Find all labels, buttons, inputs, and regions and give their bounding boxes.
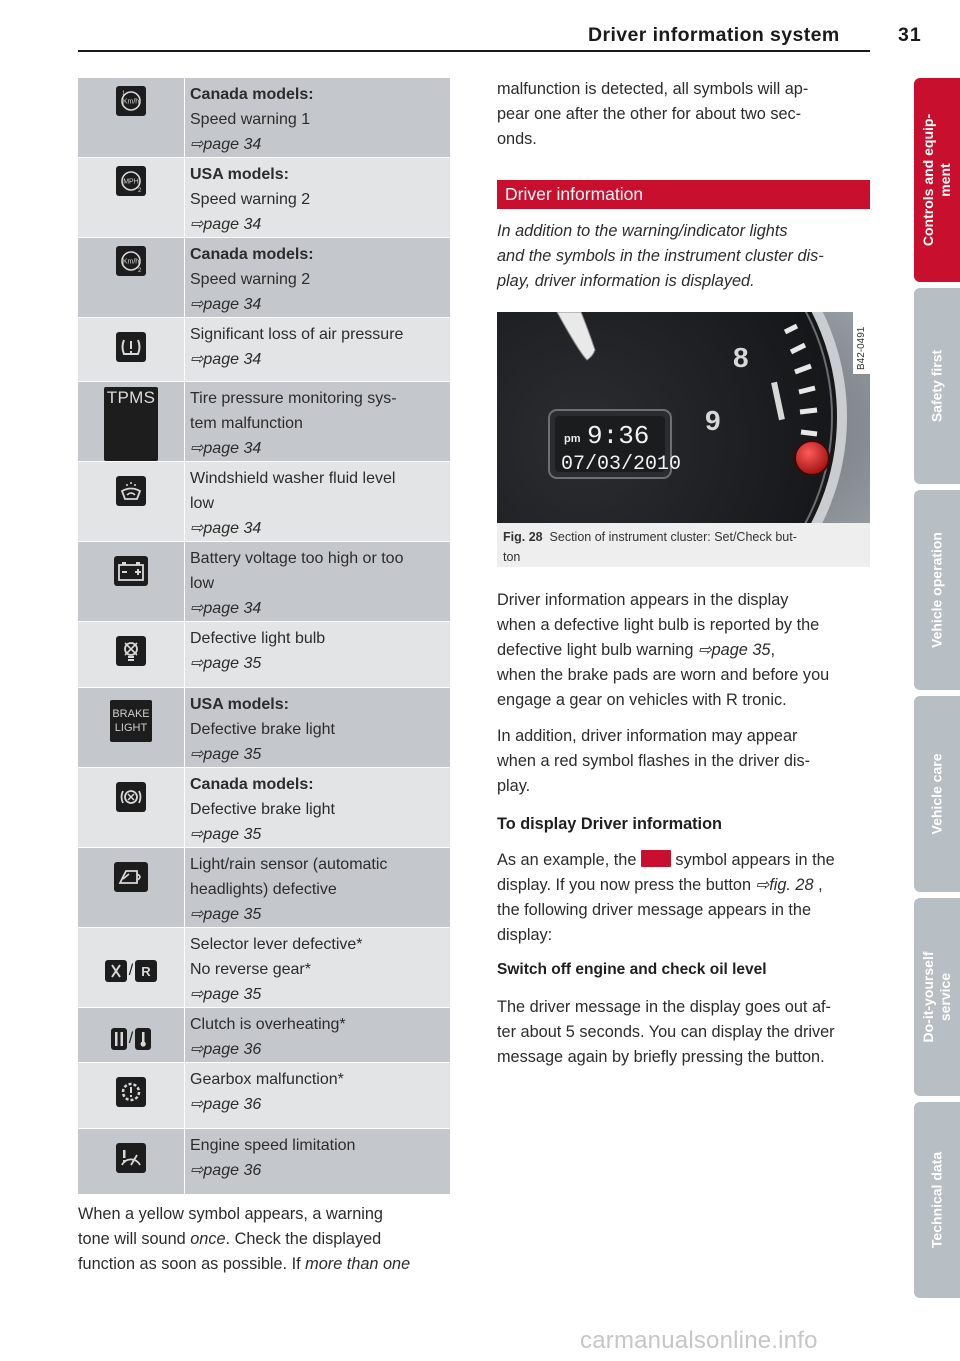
page-ref-link[interactable]: ⇨page 35 (697, 641, 771, 659)
svg-text:2: 2 (138, 268, 142, 273)
svg-text:R: R (141, 963, 151, 979)
table-row (78, 1063, 450, 1129)
page-ref-link[interactable]: ⇨page 36 (190, 1096, 262, 1113)
brake-light-canada-icon (116, 782, 146, 812)
row-text: low (190, 495, 215, 512)
speed-warning-kmh-1-icon (116, 86, 146, 116)
table-row (78, 238, 450, 318)
brake-light-icon: BRAKE LIGHT (110, 700, 152, 742)
page-ref-link[interactable]: ⇨page 36 (190, 1162, 262, 1179)
page-ref-link[interactable]: ⇨page 34 (190, 351, 262, 368)
instrument-cluster-illustration (497, 312, 870, 523)
paragraph-3: As an example, the symbol appears in the display. If you now press the button ⇨fig. 28 , the following driver message appears in the display: (497, 851, 835, 944)
light-rain-sensor-icon (114, 862, 148, 892)
row-text: Defective light bulb (190, 630, 326, 647)
thermometer-icon (135, 1028, 151, 1050)
continued-paragraph: malfunction is detected, all symbols will ap- pear one after the other for about two sec- onds. (497, 80, 809, 148)
selector-lever-fault-icon (105, 960, 127, 982)
row-text: Speed warning 2 (190, 271, 311, 288)
row-text: Defective brake light (190, 801, 335, 818)
row-text: Significant loss of air pressure (190, 326, 404, 343)
row-heading: Canada models: (190, 246, 314, 263)
table-row (78, 462, 450, 542)
table-row (78, 318, 450, 382)
table-row (78, 848, 450, 928)
svg-text:MPH: MPH (123, 178, 139, 186)
oil-level-icon (641, 850, 671, 867)
svg-text:Km/h: Km/h (122, 98, 140, 106)
row-heading: USA models: (190, 166, 289, 183)
section-title: Driver information (497, 180, 870, 209)
page-ref-link[interactable]: ⇨page 34 (190, 216, 262, 233)
watermark: carmanualsonline.info (580, 1327, 818, 1354)
page-ref-link[interactable]: ⇨page 34 (190, 520, 262, 537)
tab-vehicle-operation[interactable]: Vehicle operation (914, 490, 960, 690)
row-text: Windshield washer fluid level (190, 470, 396, 487)
table-row (78, 542, 450, 622)
defective-bulb-icon (116, 636, 146, 666)
row-text: Speed warning 2 (190, 191, 311, 208)
reverse-gear-icon (135, 960, 157, 982)
row-text: Speed warning 1 (190, 111, 311, 128)
speed-warning-kmh-2-icon (116, 246, 146, 276)
tab-do-it-yourself-service[interactable]: Do-it-yourself service (914, 898, 960, 1096)
table-row (78, 78, 450, 158)
row-text: Battery voltage too high or too (190, 550, 404, 567)
figure-ref-link[interactable]: ⇨fig. 28 (755, 876, 814, 894)
subheading-display-info: To display Driver information (497, 815, 722, 833)
tab-technical-data[interactable]: Technical data (914, 1102, 960, 1298)
table-row (78, 622, 450, 688)
selector-lever-icon: / R (105, 934, 157, 1007)
table-row (78, 1129, 450, 1195)
row-text: Engine speed limitation (190, 1137, 356, 1154)
clutch-overheating-icon: / (111, 1015, 151, 1062)
gearbox-malfunction-icon (116, 1077, 146, 1107)
instrument-cluster-figure (497, 312, 870, 523)
page-ref-link[interactable]: ⇨page 35 (190, 746, 262, 763)
svg-text:2: 2 (138, 188, 142, 193)
caption-text-continued: ton (503, 550, 521, 564)
tab-vehicle-care[interactable]: Vehicle care (914, 696, 960, 892)
svg-text:Km/h: Km/h (122, 258, 140, 266)
table-row (78, 928, 450, 1008)
page-ref-link[interactable]: ⇨page 35 (190, 986, 262, 1003)
row-text: tem malfunction (190, 415, 303, 432)
section-intro: In addition to the warning/indicator lights and the symbols in the instrument cluster dis- play, driver information is displayed. (497, 222, 824, 290)
subheading-oil-message: Switch off engine and check oil level (497, 961, 767, 978)
row-text: low (190, 575, 215, 592)
page-ref-link[interactable]: ⇨page 34 (190, 136, 262, 153)
table-row (78, 382, 450, 462)
symbol-table (78, 78, 450, 1195)
page-ref-link[interactable]: ⇨page 35 (190, 826, 262, 843)
header-rule (78, 50, 870, 52)
figure-code: B42-0491 (856, 326, 867, 370)
dial-digit-9: 9 (705, 405, 721, 436)
table-row (78, 768, 450, 848)
clutch-icon (111, 1028, 127, 1050)
row-text: Clutch is overheating* (190, 1016, 346, 1033)
set-check-button[interactable] (795, 441, 829, 475)
clock-date: 07/03/2010 (561, 453, 682, 476)
battery-icon (114, 556, 148, 586)
page-ref-link[interactable]: ⇨page 34 (190, 600, 262, 617)
table-row (78, 158, 450, 238)
row-text: headlights) defective (190, 881, 337, 898)
caption-text: Section of instrument cluster: Set/Check but- (549, 530, 797, 544)
table-row (78, 1008, 450, 1063)
paragraph-2: In addition, driver information may appear when a red symbol flashes in the driver dis- play. (497, 727, 811, 795)
clock-time: 9:36 (587, 421, 650, 451)
header-title: Driver information system (588, 24, 840, 46)
row-text: Tire pressure monitoring sys- (190, 390, 397, 407)
tab-controls-and-equipment[interactable]: Controls and equip- ment (914, 78, 960, 282)
row-heading: Canada models: (190, 776, 314, 793)
engine-speed-limit-icon (116, 1143, 146, 1173)
page-ref-link[interactable]: ⇨page 36 (190, 1041, 262, 1058)
tire-pressure-loss-icon (116, 332, 146, 362)
figure-caption (497, 523, 870, 567)
page-ref-link[interactable]: ⇨page 34 (190, 440, 262, 457)
page-ref-link[interactable]: ⇨page 35 (190, 655, 262, 672)
svg-text:1: 1 (122, 91, 126, 97)
page-ref-link[interactable]: ⇨page 35 (190, 906, 262, 923)
left-footer-paragraph: When a yellow symbol appears, a warning tone will sound once. Check the displayed function as soon as possible. If more than one (78, 1205, 411, 1273)
caption-label: Fig. 28 (503, 530, 543, 544)
washer-fluid-icon (116, 476, 146, 506)
paragraph-4: The driver message in the display goes out af- ter about 5 seconds. You can display the driver message again by briefly pressing the button. (497, 998, 835, 1066)
row-text: No reverse gear* (190, 961, 311, 978)
row-text: Gearbox malfunction* (190, 1071, 344, 1088)
row-heading: Canada models: (190, 86, 314, 103)
row-text: Selector lever defective* (190, 936, 363, 953)
paragraph-1: Driver information appears in the display when a defective light bulb is reported by the defective light bulb warning ⇨page 35, when the brake pads are worn and before you engage a gear on vehicles with R tronic. (497, 591, 830, 709)
speed-warning-mph-2-icon (116, 166, 146, 196)
tab-safety-first[interactable]: Safety first (914, 288, 960, 484)
row-text: Defective brake light (190, 721, 335, 738)
row-text: Light/rain sensor (automatic (190, 856, 388, 873)
row-heading: USA models: (190, 696, 289, 713)
time-prefix: pm (564, 433, 581, 445)
table-row (78, 688, 450, 768)
dial-digit-8: 8 (733, 342, 749, 373)
tpms-icon: TPMS (104, 387, 158, 461)
page-ref-link[interactable]: ⇨page 34 (190, 296, 262, 313)
page-number: 31 (898, 24, 922, 46)
